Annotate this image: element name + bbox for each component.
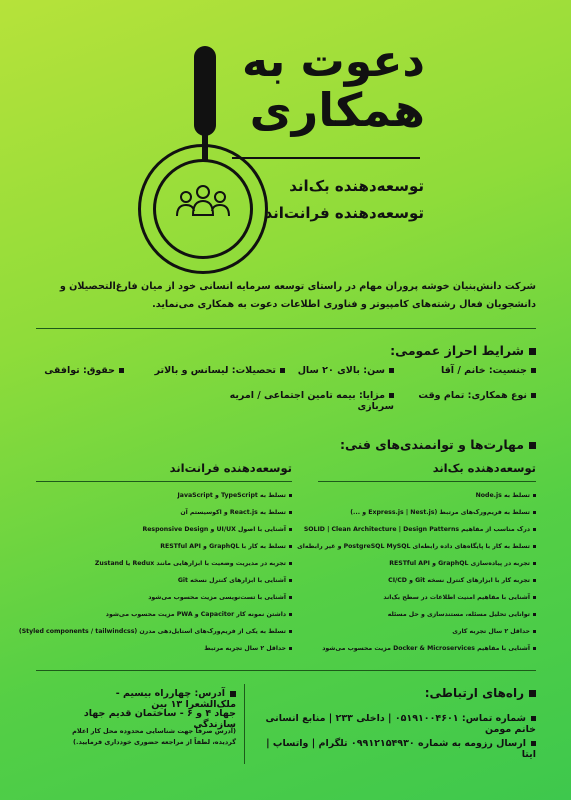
- bullet-square-icon: [533, 494, 536, 497]
- frontend-skill-list: [18, 487, 292, 657]
- frontend-column-title: توسعه‌دهنده فرانت‌اند: [169, 461, 292, 475]
- bullet-square-icon: [289, 562, 292, 565]
- bullet-square-icon: [533, 630, 536, 633]
- list-item: حداقل ۲ سال تجربه مرتبط: [36, 640, 292, 657]
- bullet-square-icon: [389, 393, 394, 398]
- general-education: تحصیلات: لیسانس و بالاتر: [130, 365, 285, 376]
- bullet-square-icon: [531, 393, 536, 398]
- list-item: آشنایی با ابزارهای کنترل نسخه Git: [36, 572, 292, 589]
- general-age: سن: بالای ۲۰ سال: [290, 365, 394, 376]
- bullet-square-icon: [533, 528, 536, 531]
- bullet-square-icon: [289, 647, 292, 650]
- title-divider: [232, 157, 420, 159]
- list-item: تسلط به یکی از فریم‌ورک‌های استایل‌دهی مدرن (Styled components / tailwindcss): [36, 623, 292, 640]
- bullet-square-icon: [531, 741, 536, 746]
- role-backend: توسعه‌دهنده بک‌اند: [289, 177, 424, 195]
- bullet-square-icon: [289, 494, 292, 497]
- list-item: آشنایی با تست‌نویسی مزیت محسوب می‌شود: [36, 589, 292, 606]
- contact-resume: ارسال رزومه به شماره ۰۹۹۱۲۱۵۴۹۳۰ تلگرام | واتساپ | ایتا: [266, 738, 536, 760]
- people-group-icon: [175, 183, 231, 223]
- skills-heading: مهارت‌ها و توانمندی‌های فنی:: [300, 437, 536, 452]
- list-item: داشتن نمونه کار Capacitor و PWA مزیت محسوب می‌شود: [36, 606, 292, 623]
- list-item: آشنایی با اصول UI/UX و Responsive Design: [36, 521, 292, 538]
- bullet-square-icon: [533, 511, 536, 514]
- list-item: تسلط به Node.js: [318, 487, 536, 504]
- bullet-square-icon: [531, 368, 536, 373]
- bullet-square-icon: [289, 596, 292, 599]
- general-salary: حقوق: توافقی: [36, 365, 124, 376]
- list-item: تسلط به TypeScript و JavaScript: [36, 487, 292, 504]
- contact-address-separator: [244, 684, 245, 764]
- bullet-square-icon: [289, 545, 292, 548]
- bullet-square-icon: [531, 716, 536, 721]
- list-item: توانایی تحلیل مسئله، مستندسازی و حل مسئله: [318, 606, 536, 623]
- bullet-square-icon: [119, 368, 124, 373]
- address-line-1: آدرس: چهارراه بیسیم - ملک‌الشعرا ۱۳ بین: [115, 688, 236, 710]
- general-benefits: مزایا: بیمه تامین اجتماعی / امریه سربازی: [229, 390, 394, 412]
- intro-divider: [36, 328, 536, 329]
- list-item: آشنایی با مفاهیم Docker & Microservices مزیت محسوب می‌شود: [318, 640, 536, 657]
- list-item: تسلط به فریم‌ورک‌های مرتبط (Express.js | Nest.js و ...): [318, 504, 536, 521]
- list-item: تجربه کار با ابزارهای کنترل نسخه Git و CI/CD: [318, 572, 536, 589]
- bullet-square-icon: [533, 579, 536, 582]
- bullet-square-icon: [389, 368, 394, 373]
- bullet-square-icon: [289, 630, 292, 633]
- bullet-square-icon: [533, 647, 536, 650]
- bullet-square-icon: [533, 545, 536, 548]
- title-line-2: همکاری: [249, 83, 425, 137]
- general-gender: جنسیت: خانم / آقا: [400, 365, 536, 376]
- address-line-2: جهاد ۴ و ۶ - ساختمان قدیم جهاد سازندگی: [83, 708, 236, 730]
- bullet-square-icon: [529, 442, 536, 449]
- bullet-square-icon: [533, 596, 536, 599]
- list-item: حداقل ۲ سال تجربه کاری: [318, 623, 536, 640]
- list-item: تجربه در مدیریت وضعیت با ابزارهایی مانند Redux یا Zustand: [36, 555, 292, 572]
- list-item: تسلط به React.js و اکوسیستم آن: [36, 504, 292, 521]
- bullet-square-icon: [533, 613, 536, 616]
- bullet-square-icon: [529, 348, 536, 355]
- intro-paragraph: شرکت دانش‌بنیان خوشه پروران مهام در راستای توسعه سرمایه انسانی خود از میان فارغ‌التحصیلان و دانشجویان فعال رشته‌های کامپیوتر و فناوری اطلاعات دعوت به همکاری می‌نماید.: [59, 281, 536, 310]
- bullet-square-icon: [289, 613, 292, 616]
- backend-column-title: توسعه‌دهنده بک‌اند: [432, 461, 536, 475]
- footer-divider: [36, 670, 536, 671]
- list-item: درک مناسب از مفاهیم SOLID | Clean Architecture | Design Patterns: [318, 521, 536, 538]
- list-item: تجربه در پیاده‌سازی GraphQL و RESTful API: [318, 555, 536, 572]
- list-item: تسلط به کار با GraphQL و RESTful API: [36, 538, 292, 555]
- address-note: (آدرس صرفاً جهت شناسایی محدوده محل کار اعلام گردیده، لطفاً از مراجعه حضوری خودداری فرمایید.): [72, 727, 236, 746]
- contact-phone: شماره تماس: ۰۵۱۹۱۰۰۴۶۰۱ | داخلی ۲۳۳ | منابع انسانی خانم مومن: [265, 713, 536, 735]
- bullet-square-icon: [289, 511, 292, 514]
- frontend-column-divider: [36, 481, 292, 482]
- bullet-square-icon: [529, 690, 536, 697]
- bullet-square-icon: [289, 579, 292, 582]
- role-frontend: توسعه‌دهنده فرانت‌اند: [264, 204, 424, 222]
- backend-column-divider: [318, 481, 536, 482]
- bullet-square-icon: [230, 691, 236, 697]
- general-cooperation: نوع همکاری: تمام وقت: [400, 390, 536, 401]
- title-line-1: دعوت به: [242, 36, 425, 87]
- general-heading: شرایط احراز عمومی:: [300, 343, 536, 358]
- list-item: تسلط به کار با پایگاه‌های داده رابطه‌ای PostgreSQL MySQL و غیر رابطه‌ای: [318, 538, 536, 555]
- bullet-square-icon: [280, 368, 285, 373]
- list-item: آشنایی با مفاهیم امنیت اطلاعات در سطح بک‌اند: [318, 589, 536, 606]
- contact-heading: راه‌های ارتباطی:: [260, 686, 536, 700]
- bullet-square-icon: [533, 562, 536, 565]
- bullet-square-icon: [289, 528, 292, 531]
- backend-skill-list: [297, 487, 536, 657]
